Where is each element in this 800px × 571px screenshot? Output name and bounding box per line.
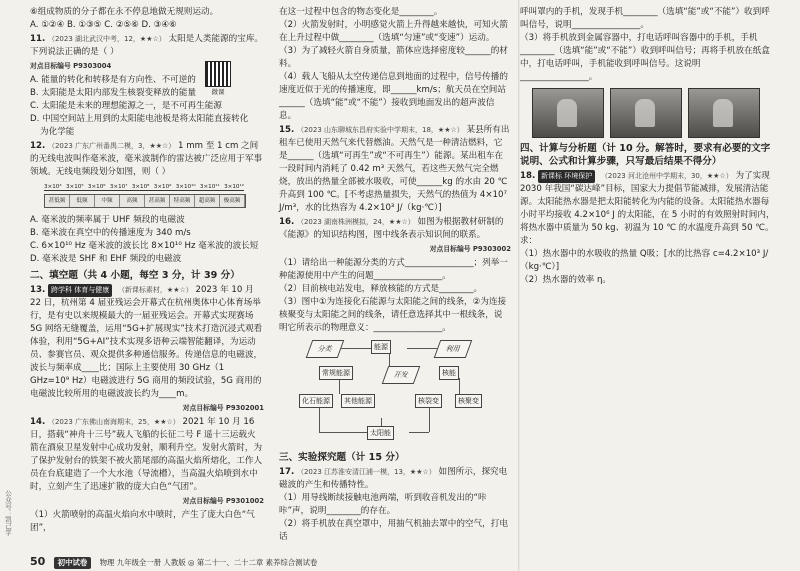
page-footer <box>30 556 510 569</box>
q14-target-tag: 对点目标编号 P9301002 <box>182 497 264 505</box>
q12-stem: 1 mm 至 1 cm 之间的无线电波叫作毫米波，毫米波制作的雷达被广泛应用于军事领域。无线电频段划分如图，则（ ） <box>30 141 263 177</box>
frequency-band: 甚低频 <box>45 195 70 207</box>
q11-option-c: C. 太阳能是未来的理想能源之一，是不可再生能源 <box>30 101 222 111</box>
frequency-tick: 3×10¹² <box>224 184 244 190</box>
qr-code[interactable] <box>206 62 230 86</box>
q14-number: 14. <box>30 417 46 427</box>
question-14 <box>30 416 264 535</box>
q16-source: （2023 湖南株洲模拟，24，★★☆） <box>296 218 415 226</box>
map-connector <box>409 432 429 433</box>
map-node: 分类 <box>306 340 345 358</box>
q16-stem: 如图为根据教材研制的《能源》的知识结构图，图中线条表示知识间的联系。 <box>279 217 504 240</box>
frequency-band: 特高频 <box>170 195 195 207</box>
experiment-photos <box>532 88 775 138</box>
q16-number: 16. <box>279 217 295 227</box>
q18-part-1: （1）热水器中的水吸收的热量 Q吸；[水的比热容 c=4.2×10³ J/（kg·℃）] <box>520 249 769 272</box>
map-connector <box>339 378 340 394</box>
frequency-band: 高频 <box>120 195 145 207</box>
q14-stem: 2021 年 10 月 16 日，搭载“神舟十三号”载人飞船的长征二号 F 遥十三运载火箭在酒泉卫星发射中心成功发射，顺利升空。发射火箭时，为了保护发射台的铁架不被火箭尾部的高温火焰所熔化，工作人员在台底建造了一个大水池（导流槽），当高温火焰喷到水中时，立刻产生了迅速扩散的庞大白色“气团”。 <box>30 417 263 492</box>
map-node: 化石能源 <box>299 394 333 408</box>
map-connector <box>319 406 320 432</box>
q10-item6: ⑥组成物质的分子都在永不停息地做无规则运动。 <box>30 7 219 17</box>
map-connector <box>389 354 390 366</box>
q12-number: 12. <box>30 141 46 151</box>
frequency-band: 甚高频 <box>145 195 170 207</box>
page-number: 50 <box>30 555 46 568</box>
q11-stem: 太阳是人类能源的宝库。下列说法正确的是（ ） <box>30 34 264 57</box>
q17-stem: 如图所示，探究电磁波的产生和传播特性。 <box>279 467 508 490</box>
q11-option-d-cont: 为化学能 <box>40 127 75 137</box>
frequency-band: 中频 <box>95 195 120 207</box>
footer-info: 物理 九年级全一册 人教版 ◎ 第二十一、二十二章 素养综合测试卷 <box>99 558 318 567</box>
map-connector <box>407 348 437 349</box>
q14-part-1-cont: 在这一过程中包含的物态变化是________。 <box>279 7 443 17</box>
right-column <box>520 6 775 287</box>
q12-option-d: D. 毫米波是 SHF 和 EHF 频段的电磁波 <box>30 254 182 264</box>
q15-number: 15. <box>279 125 295 135</box>
map-connector <box>429 406 430 432</box>
frequency-tick: 3×10⁶ <box>87 184 106 190</box>
question-18 <box>520 170 775 287</box>
q16-part-3: （3）图中①为连接化石能源与太阳能之间的线条，②为连接核聚变与太阳能之间的线条，请任意选择其中一根线条，说明它所表示的物理意义：________________。 <box>279 297 507 333</box>
q14-source: （2023 广东佛山南海期末，25，★★☆） <box>47 418 180 426</box>
q17-part-1: （1）用导线断续接触电池两端，听到收音机发出的“咔咔”声，说明________的存在。 <box>279 493 487 516</box>
q18-part-2: （2）热水器的效率 η。 <box>520 275 611 285</box>
q18-badge: 新课标 环境保护 <box>538 170 595 183</box>
q16-part-1: （1）请给出一种能源分类的方式________________；列举一种能源使用中产生的问题________________。 <box>279 258 508 281</box>
map-connector <box>341 348 371 349</box>
q12-source: （2023 广东广州番禺二模，3，★★☆） <box>47 142 176 150</box>
map-connector <box>381 418 382 426</box>
q18-stem: 为了实现 2030 年我国“碳达峰”目标，国家大力提倡节能减排，发展清洁能源。太阳能热水器是把太阳能转化为内能的设备。太阳能热水器每小时平均接收 4.2×10⁶ J 的太阳能，在 5 小时的有效照射时间内，将热水器中质量为 50 kg、初温为 10 ℃ 的水温度升高到 50 ℃。求： <box>520 171 775 246</box>
experiment-photo-radio <box>532 88 604 138</box>
q18-number: 18. <box>520 171 536 181</box>
frequency-band-figure <box>44 181 244 211</box>
question-15 <box>279 124 511 215</box>
frequency-tick: 3×10¹¹ <box>199 184 220 190</box>
question-12 <box>30 140 264 266</box>
map-node: 核聚变 <box>455 394 482 408</box>
map-node: 开发 <box>382 366 421 384</box>
frequency-axis <box>44 190 244 191</box>
q17-part-2: （2）将手机放在真空罩中，用抽气机抽去罩中的空气，打电话 <box>279 519 508 542</box>
q15-source: （2023 山东聊城东昌府实验中学期末，18，★★☆） <box>296 126 464 134</box>
q11-number: 11. <box>30 34 46 44</box>
frequency-tick: 3×10⁵ <box>65 184 84 190</box>
question-16 <box>279 216 511 448</box>
q12-option-a: A. 毫米波的频率属于 UHF 频段的电磁波 <box>30 215 185 225</box>
q13-target-tag: 对点目标编号 P9302001 <box>182 404 264 412</box>
q11-option-d: D. 中国空间站上用到的太阳能电池板是将太阳能直接转化 <box>30 114 249 124</box>
question-17 <box>279 466 511 544</box>
q17-part-3: （3）将手机放到金属容器中，打电话呼叫容器中的手机，手机________（选填“能”或“不能”）收到呼叫信号；再将手机放在纸盒中，打电话呼叫，手机能收到呼叫信号。这说明________________。 <box>520 33 770 82</box>
q11-option-a: A. 能量的转化和转移是有方向性、不可逆的 <box>30 75 196 85</box>
q13-source: （新课标素材，★★☆） <box>117 286 193 294</box>
frequency-tick: 3×10⁷ <box>109 184 128 190</box>
q14-part-1: （1）火箭喷射的高温火焰向水中喷时，产生了庞大白色“气团”， <box>30 510 255 533</box>
brand-badge: 初中试卷 <box>54 557 92 569</box>
frequency-band: 超高频 <box>195 195 220 207</box>
question-13 <box>30 284 264 415</box>
q16-part-2: （2）目前核电站发电，释放核能的方式是________。 <box>279 284 483 294</box>
q14-part-2: （2）火箭发射时，小明感觉火箭上升得越来越快，可知火箭在上升过程中做________（选填“匀速”或“变速”）运动。 <box>279 20 508 43</box>
q17-part-2-cont: 呼叫罩内的手机，发现手机________（选填“能”或“不能”）收到呼叫信号，说明________________。 <box>520 7 770 30</box>
q17-number: 17. <box>279 467 295 477</box>
frequency-tick: 3×10⁴ <box>44 184 62 190</box>
q17-source: （2023 江苏淮安清江浦一模，13，★★☆） <box>296 468 436 476</box>
frequency-tick: 3×10¹⁰ <box>175 184 196 190</box>
section-2-title: 二、填空题（共 4 小题，每空 3 分，计 39 分） <box>30 270 240 281</box>
map-node: 核裂变 <box>415 394 442 408</box>
map-connector <box>459 378 460 394</box>
q10-options: A. ①②④ B. ①③⑤ C. ②⑤⑥ D. ③④⑥ <box>30 20 177 30</box>
energy-knowledge-map <box>289 338 489 448</box>
frequency-tick: 3×10⁹ <box>153 184 172 190</box>
middle-column <box>279 6 511 544</box>
section-4-title: 四、计算与分析题（计 10 分。解答时，要求有必要的文字说明、公式和计算步骤，只写最后结果不得分） <box>520 143 771 167</box>
map-node: 常规能源 <box>319 366 353 380</box>
frequency-tick: 3×10⁸ <box>131 184 150 190</box>
map-node: 太阳能 <box>367 426 394 440</box>
q16-target-tag: 对点目标编号 P9303002 <box>429 245 511 253</box>
q13-number: 13. <box>30 285 46 295</box>
q18-source: （2023 河北沧州中学期末，30，★★☆） <box>600 172 733 180</box>
q11-option-b: B. 太阳能是太阳内部发生核裂变释放的能量 <box>30 88 197 98</box>
question-11 <box>30 33 264 139</box>
section-3-title: 三、实验探究题（计 15 分） <box>279 452 405 463</box>
frequency-band: 低频 <box>70 195 95 207</box>
q11-target-tag: 对点目标编号 P9303004 <box>30 62 112 70</box>
map-node: 其他能源 <box>341 394 375 408</box>
side-watermark: 公众号：凯己学 <box>4 490 12 536</box>
frequency-bands <box>44 194 246 208</box>
q14-part-3: （3）为了减轻火箭自身质量，箭体应选择密度较______的材料。 <box>279 46 508 69</box>
q15-stem: 某县所有出租车已使用天然气来代替燃油。天然气是一种清洁燃料，它是______（选填“可再生”或“不可再生”）能源。某出租车在一段时间内消耗了 0.42 m³ 天然气，若这些天然气完全燃烧，放出的热量全部被水吸收，可使______kg 的水由 20 ℃ 升高到 100 ℃。[不考虑热量损失，天然气的热值为 4×10⁷ J/m³，水的比热容为 4.2×10³ J/（kg·℃）] <box>279 125 510 213</box>
experiment-photo-metal-box <box>688 88 760 138</box>
frequency-band: 极高频 <box>220 195 245 207</box>
map-node: 利用 <box>434 340 473 358</box>
experiment-photo-vacuum-jar <box>610 88 682 138</box>
q12-option-b: B. 毫米波在真空中的传播速度为 340 m/s <box>30 228 191 238</box>
qr-label: 微课 <box>211 88 225 96</box>
map-node: 核能 <box>439 366 459 380</box>
q13-stem: 2023 年 10 月 22 日，杭州第 4 届亚残运会开幕式在杭州奥体中心体育场举行，是有史以来规模最大的一届亚残运会。开幕式实现赛场 5G 网络无缝覆盖，运用“5G+扩展现实”技术打造沉浸式观看体验，利用“5G+AI”技术实现多语种云端智能翻译，为运动员、参赛官员、观众提供多种通信服务。传递信息的电磁波，波长与频率成____比；国际上主要使用 30 GHz（1 GHz=10⁹ Hz）电磁波进行 5G 商用的频段试验，5G 商用的电磁波比较所用的电磁波波长约为____m。 <box>30 285 263 399</box>
map-connector <box>319 432 367 433</box>
q12-option-c: C. 6×10¹⁰ Hz 毫米波的波长比 8×10¹⁰ Hz 毫米波的波长短 <box>30 241 259 251</box>
map-node: 能源 <box>371 340 391 354</box>
frequency-ticks <box>44 181 244 194</box>
q11-source: （2023 湖北武汉中考，12，★★☆） <box>47 35 166 43</box>
q13-badge: 跨学科 体育与健康 <box>48 284 112 297</box>
q14-part-4: （4）载人飞船从太空传递信息到地面的过程中，信号传播的速度近似于光的传播速度，即______km/s；航天员在空间站______（选填“能”或“不能”）接收到地面发出的超声波信息。 <box>279 72 508 121</box>
